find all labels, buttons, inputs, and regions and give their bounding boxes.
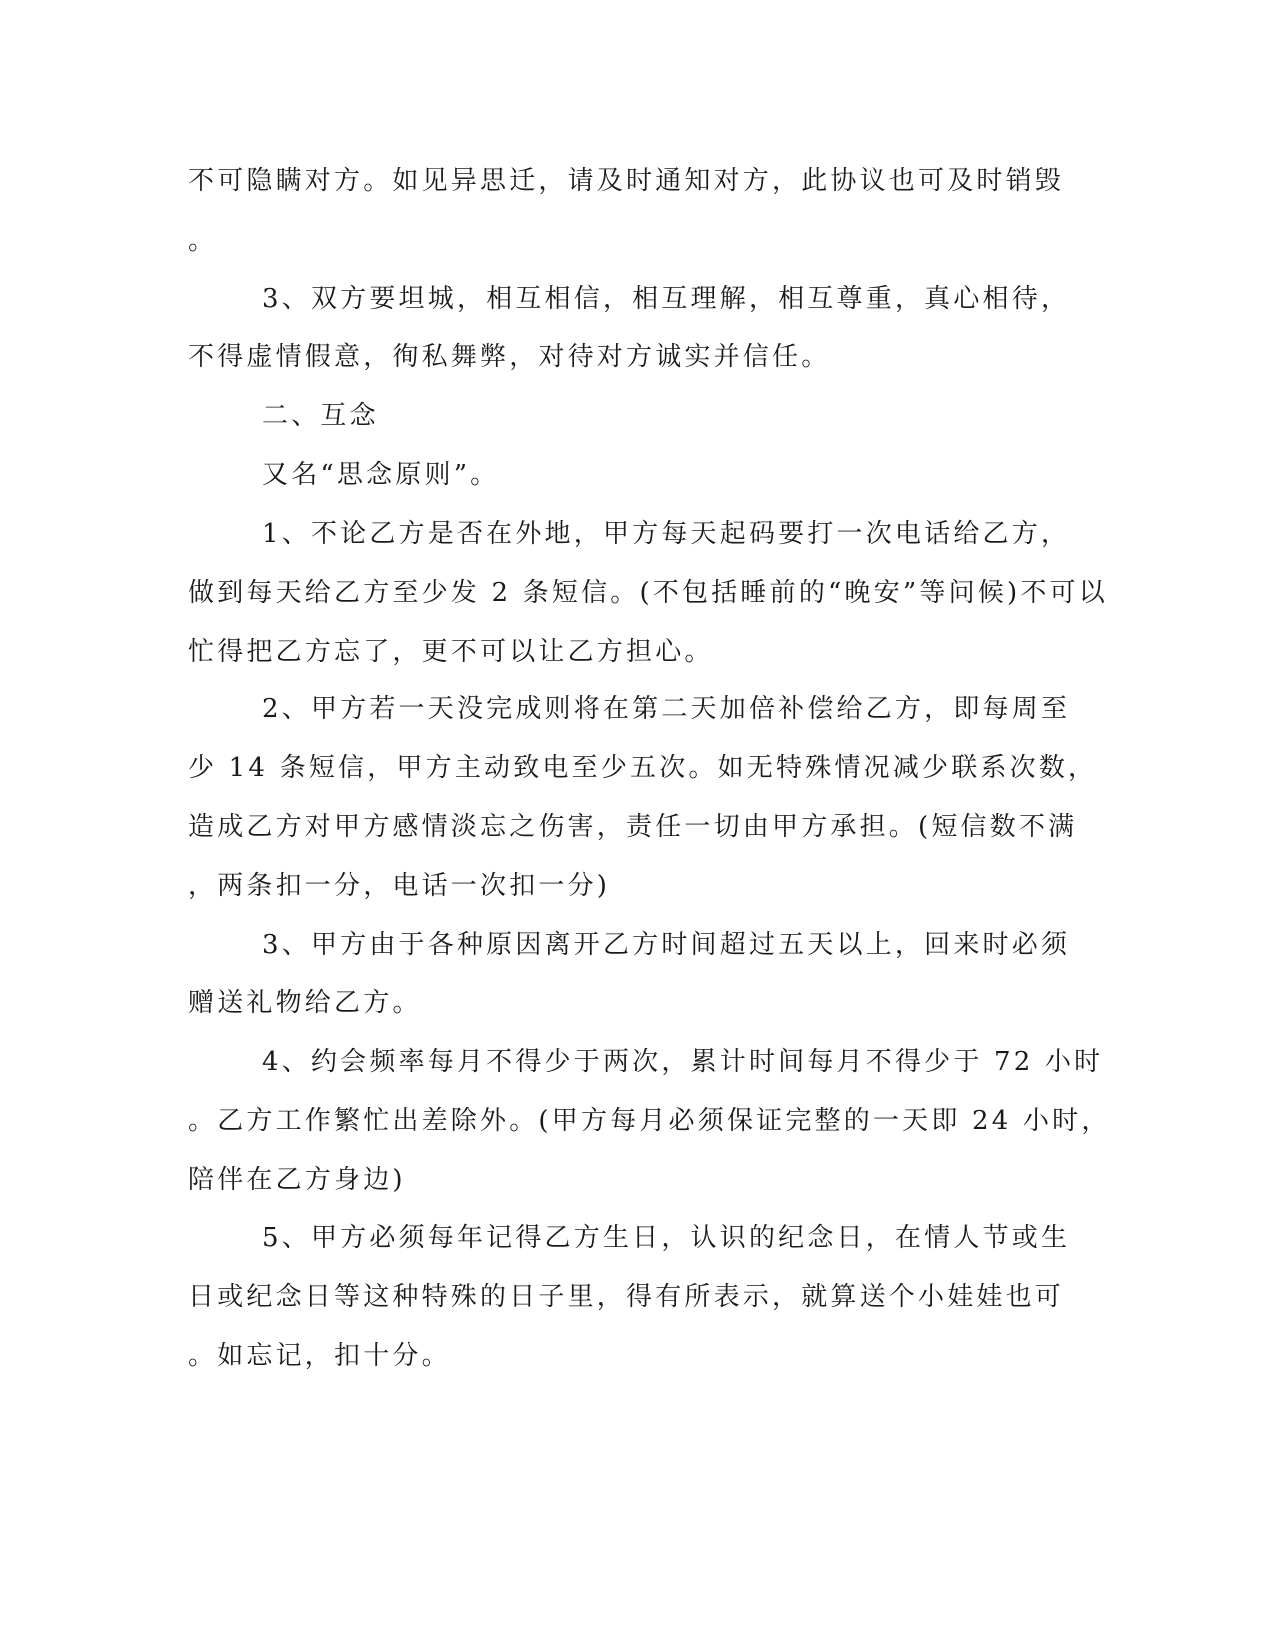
text-line: 日或纪念日等这种特殊的日子里，得有所表示，就算送个小娃娃也可 <box>188 1282 1065 1312</box>
text-line: 赠送礼物给乙方。 <box>188 988 422 1018</box>
text-line: 又名“思念原则”。 <box>262 460 500 490</box>
text-line: 1、不论乙方是否在外地，甲方每天起码要打一次电话给乙方， <box>262 519 1071 549</box>
text-line: 陪伴在乙方身边) <box>188 1165 406 1195</box>
text-line: ，两条扣一分，电话一次扣一分) <box>188 871 611 901</box>
text-line: 。如忘记，扣十分。 <box>188 1341 451 1371</box>
text-line: 。乙方工作繁忙出差除外。(甲方每月必须保证完整的一天即 24 小时， <box>188 1106 1111 1136</box>
text-line: 不得虚情假意，徇私舞弊，对待对方诚实并信任。 <box>188 342 831 372</box>
text-line: 3、双方要坦城，相互相信，相互理解，相互尊重，真心相待， <box>262 284 1071 314</box>
text-line: 不可隐瞒对方。如见异思迁，请及时通知对方，此协议也可及时销毁 <box>188 166 1065 196</box>
text-line: 4、约会频率每月不得少于两次，累计时间每月不得少于 72 小时 <box>262 1047 1104 1077</box>
text-line: 造成乙方对甲方感情淡忘之伤害，责任一切由甲方承担。(短信数不满 <box>188 812 1078 842</box>
text-line: 忙得把乙方忘了，更不可以让乙方担心。 <box>188 637 714 667</box>
text-line: 3、甲方由于各种原因离开乙方时间超过五天以上，回来时必须 <box>262 930 1071 960</box>
text-line: 。 <box>188 226 218 256</box>
text-line: 做到每天给乙方至少发 2 条短信。(不包括睡前的“晚安”等问候)不可以 <box>188 578 1108 608</box>
text-line: 5、甲方必须每年记得乙方生日，认识的纪念日，在情人节或生 <box>262 1223 1071 1253</box>
text-line: 2、甲方若一天没完成则将在第二天加倍补偿给乙方，即每周至 <box>262 694 1071 724</box>
text-line: 少 14 条短信，甲方主动致电至少五次。如无特殊情况减少联系次数， <box>188 753 1098 783</box>
section-heading: 二、互念 <box>262 401 379 431</box>
